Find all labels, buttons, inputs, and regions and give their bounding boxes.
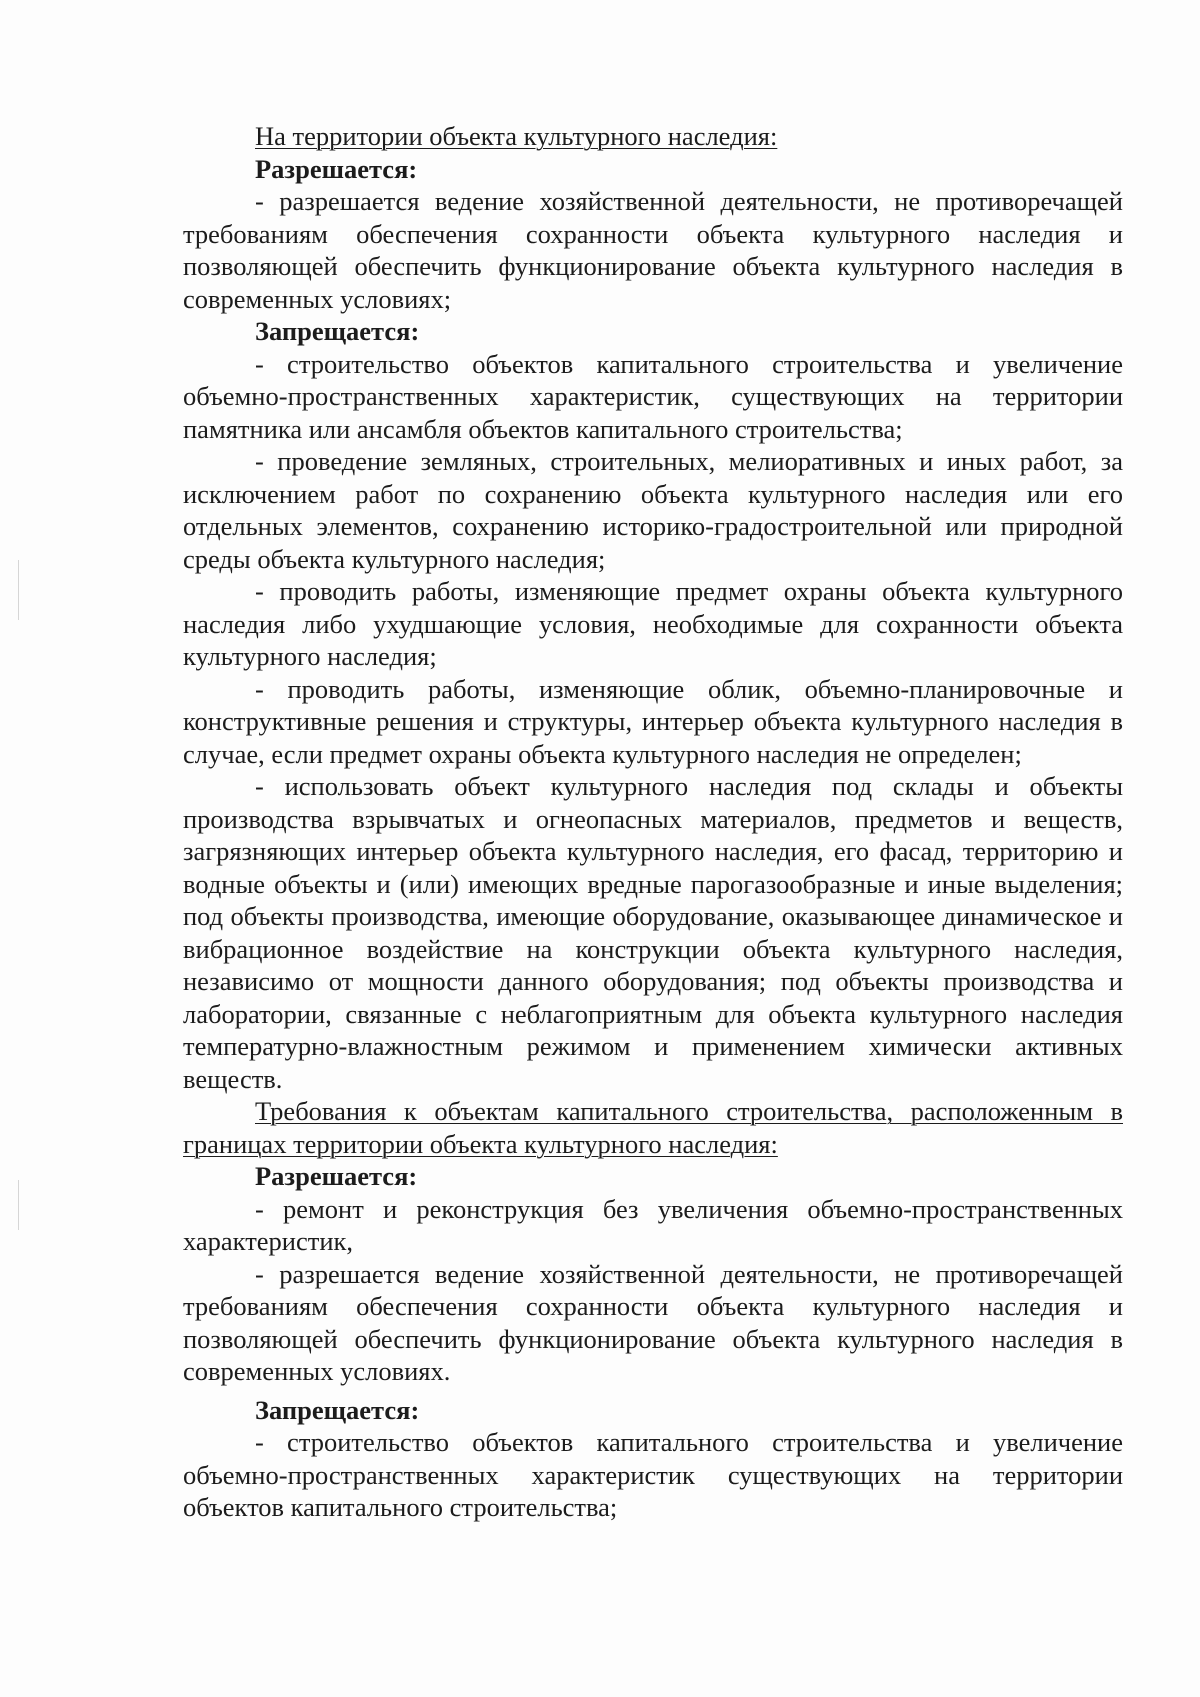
scan-edge-mark [18, 1180, 19, 1230]
forbidden-label: Запрещается: [255, 316, 420, 346]
list-item: - разрешается ведение хозяйственной деятельности, не противоречащей требованиям обеспечения сохранности объекта культурного наследия и позволяющей обеспечить функционирование объекта культурного наследия в современных условиях. [183, 1258, 1123, 1386]
list-item: - проведение земляных, строительных, мелиоративных и иных работ, за исключением работ по сохранению объекта культурного наследия или его отдельных элементов, сохранению историко-градостроительной или природной среды объекта культурного наследия; [183, 446, 1123, 574]
forbidden-label: Запрещается: [255, 1394, 420, 1425]
section-heading: На территории объекта культурного наследия: [255, 121, 778, 151]
document-body [183, 120, 1123, 1524]
list-item: - строительство объектов капитального строительства и увеличение объемно-пространственных характеристик существующих на территории объектов капитального строительства; [183, 1427, 1123, 1522]
list-item: - проводить работы, изменяющие предмет охраны объекта культурного наследия либо ухудшающие условия, необходимые для сохранности объекта культурного наследия; [183, 576, 1123, 671]
list-item: - ремонт и реконструкция без увеличения объемно-пространственных характеристик, [183, 1193, 1123, 1256]
section-heading: Требования к объектам капитального строительства, расположенным в границах территории объекта культурного наследия: [183, 1096, 1123, 1159]
list-item: - разрешается ведение хозяйственной деятельности, не противоречащей требованиям обеспечения сохранности объекта культурного наследия и позволяющей обеспечить функционирование объекта культурного наследия в современных условиях; [183, 186, 1123, 314]
allowed-label: Разрешается: [255, 1161, 418, 1191]
list-item: - проводить работы, изменяющие облик, объемно-планировочные и конструктивные решения и структуры, интерьер объекта культурного наследия в случае, если предмет охраны объекта культурного наследия не определен; [183, 673, 1123, 769]
allowed-label: Разрешается: [255, 153, 418, 184]
list-item: - использовать объект культурного наследия под склады и объекты производства взрывчатых и огнеопасных материалов, предметов и веществ, загрязняющих интерьер объекта культурного наследия, его фасад, территорию и водные объекты и (или) имеющих вредные парогазообразные и иные выделения; под объекты производства, имеющие оборудование, оказывающее динамическое и вибрационное воздействие на конструкции объекта культурного наследия, независимо от мощности данного оборудования; под объекты производства и лаборатории, связанные с неблагоприятным для объекта культурного наследия температурно-влажностным режимом и применением химически активных веществ. [183, 771, 1123, 1094]
scan-edge-mark [18, 560, 19, 620]
list-item: - строительство объектов капитального строительства и увеличение объемно-пространственных характеристик, существующих на территории памятника или ансамбля объектов капитального строительства; [183, 348, 1123, 444]
